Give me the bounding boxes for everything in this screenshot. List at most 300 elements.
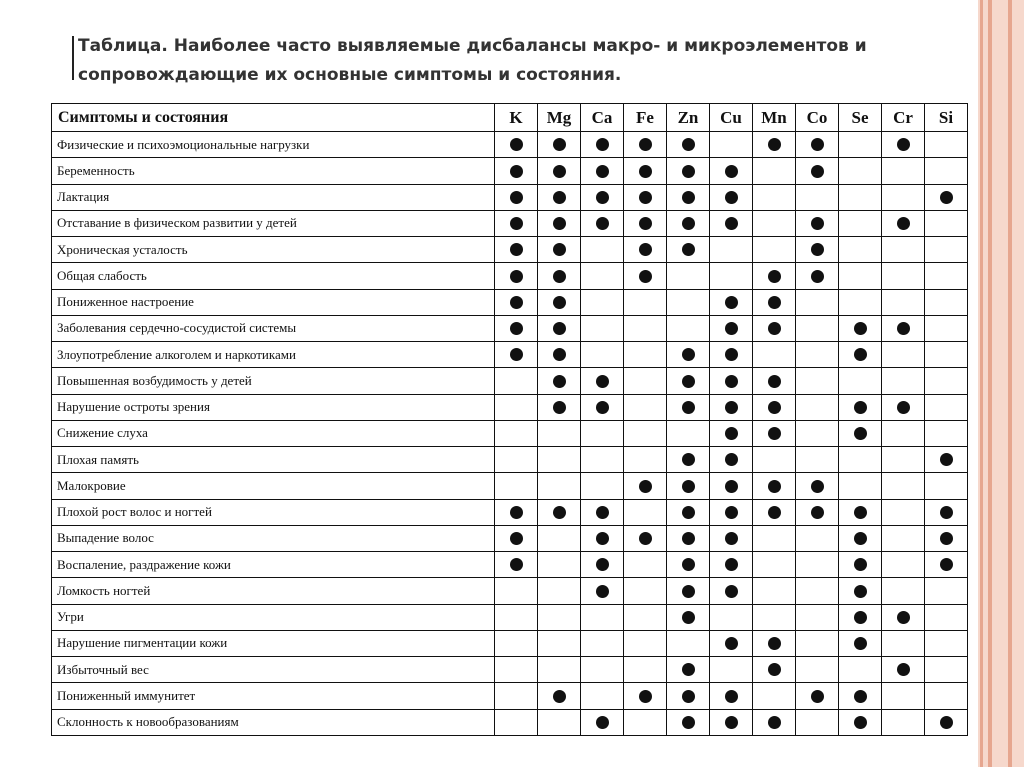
presence-dot-icon	[682, 165, 695, 178]
table-cell	[667, 210, 710, 236]
presence-dot-icon	[725, 532, 738, 545]
table-cell	[710, 394, 753, 420]
presence-dot-icon	[940, 506, 953, 519]
header-element: K	[495, 104, 538, 132]
table-row	[52, 683, 968, 709]
table-cell	[581, 709, 624, 736]
table-cell	[796, 263, 839, 289]
table-cell	[882, 315, 925, 341]
table-cell	[495, 184, 538, 210]
table-cell	[882, 525, 925, 551]
table-cell	[581, 289, 624, 315]
table-cell	[710, 499, 753, 525]
table-cell	[667, 368, 710, 394]
row-label: Склонность к новообразованиям	[52, 709, 495, 736]
table-cell	[796, 604, 839, 630]
presence-dot-icon	[854, 637, 867, 650]
table-cell	[753, 630, 796, 656]
row-label: Общая слабость	[52, 263, 495, 289]
table-cell	[710, 683, 753, 709]
presence-dot-icon	[811, 138, 824, 151]
table-cell	[624, 657, 667, 683]
table-cell	[925, 184, 968, 210]
table-cell	[581, 578, 624, 604]
presence-dot-icon	[553, 506, 566, 519]
header-element: Zn	[667, 104, 710, 132]
presence-dot-icon	[725, 348, 738, 361]
table-cell	[495, 368, 538, 394]
presence-dot-icon	[768, 270, 781, 283]
row-label: Снижение слуха	[52, 420, 495, 446]
table-cell	[538, 630, 581, 656]
table-cell	[624, 683, 667, 709]
presence-dot-icon	[725, 322, 738, 335]
presence-dot-icon	[897, 322, 910, 335]
presence-dot-icon	[940, 558, 953, 571]
table-cell	[581, 315, 624, 341]
table-cell	[796, 237, 839, 263]
table-cell	[710, 473, 753, 499]
table-cell	[495, 315, 538, 341]
table-cell	[839, 578, 882, 604]
table-cell	[796, 289, 839, 315]
table-cell	[882, 657, 925, 683]
presence-dot-icon	[510, 506, 523, 519]
table-cell	[753, 184, 796, 210]
row-label: Повышенная возбудимость у детей	[52, 368, 495, 394]
table-cell	[581, 210, 624, 236]
presence-dot-icon	[768, 480, 781, 493]
presence-dot-icon	[768, 296, 781, 309]
table-row	[52, 709, 968, 736]
table-cell	[710, 158, 753, 184]
presence-dot-icon	[768, 401, 781, 414]
table-cell	[624, 210, 667, 236]
table-cell	[753, 158, 796, 184]
presence-dot-icon	[596, 191, 609, 204]
table-cell	[839, 709, 882, 736]
presence-dot-icon	[639, 480, 652, 493]
table-cell	[538, 578, 581, 604]
table-row	[52, 210, 968, 236]
presence-dot-icon	[725, 690, 738, 703]
table-cell	[624, 158, 667, 184]
table-cell	[925, 657, 968, 683]
table-cell	[882, 368, 925, 394]
table-cell	[925, 342, 968, 368]
presence-dot-icon	[682, 611, 695, 624]
table-cell	[667, 709, 710, 736]
table-row	[52, 630, 968, 656]
table-cell	[581, 683, 624, 709]
table-cell	[667, 158, 710, 184]
row-label: Беременность	[52, 158, 495, 184]
table-cell	[624, 447, 667, 473]
row-label: Пониженный иммунитет	[52, 683, 495, 709]
presence-dot-icon	[768, 506, 781, 519]
table-cell	[710, 237, 753, 263]
presence-dot-icon	[725, 558, 738, 571]
table-cell	[753, 420, 796, 446]
row-label: Выпадение волос	[52, 525, 495, 551]
presence-dot-icon	[940, 532, 953, 545]
table-cell	[667, 237, 710, 263]
table-row	[52, 132, 968, 158]
table-cell	[581, 237, 624, 263]
table-cell	[925, 447, 968, 473]
row-label: Плохой рост волос и ногтей	[52, 499, 495, 525]
table-cell	[796, 683, 839, 709]
presence-dot-icon	[596, 506, 609, 519]
table-cell	[882, 447, 925, 473]
table-cell	[667, 604, 710, 630]
presence-dot-icon	[940, 716, 953, 729]
table-row	[52, 420, 968, 446]
presence-dot-icon	[596, 716, 609, 729]
table-cell	[667, 657, 710, 683]
table-cell	[925, 578, 968, 604]
row-label: Пониженное настроение	[52, 289, 495, 315]
presence-dot-icon	[510, 270, 523, 283]
presence-dot-icon	[940, 191, 953, 204]
table-cell	[581, 473, 624, 499]
table-cell	[925, 683, 968, 709]
presence-dot-icon	[854, 427, 867, 440]
table-cell	[495, 342, 538, 368]
table-row	[52, 368, 968, 394]
table-cell	[710, 630, 753, 656]
table-cell	[753, 263, 796, 289]
table-cell	[882, 420, 925, 446]
table-cell	[796, 447, 839, 473]
table-cell	[581, 630, 624, 656]
table-cell	[882, 683, 925, 709]
table-cell	[710, 210, 753, 236]
table-cell	[796, 184, 839, 210]
table-cell	[538, 499, 581, 525]
presence-dot-icon	[768, 138, 781, 151]
table-cell	[839, 630, 882, 656]
header-symptoms: Симптомы и состояния	[52, 104, 495, 132]
table-cell	[925, 630, 968, 656]
table-cell	[581, 263, 624, 289]
table-cell	[538, 368, 581, 394]
table-cell	[753, 132, 796, 158]
table-cell	[753, 657, 796, 683]
table-cell	[882, 132, 925, 158]
table-cell	[925, 499, 968, 525]
table-cell	[538, 473, 581, 499]
presence-dot-icon	[897, 217, 910, 230]
presence-dot-icon	[639, 217, 652, 230]
table-cell	[925, 237, 968, 263]
table-cell	[839, 237, 882, 263]
presence-dot-icon	[768, 663, 781, 676]
presence-dot-icon	[768, 637, 781, 650]
table-cell	[538, 342, 581, 368]
row-label: Избыточный вес	[52, 657, 495, 683]
header-element: Mg	[538, 104, 581, 132]
presence-dot-icon	[725, 165, 738, 178]
presence-dot-icon	[639, 532, 652, 545]
row-label: Лактация	[52, 184, 495, 210]
presence-dot-icon	[553, 296, 566, 309]
table-cell	[710, 709, 753, 736]
presence-dot-icon	[596, 532, 609, 545]
table-cell	[495, 263, 538, 289]
table-cell	[538, 420, 581, 446]
row-label: Плохая память	[52, 447, 495, 473]
presence-dot-icon	[768, 375, 781, 388]
table-cell	[753, 447, 796, 473]
presence-dot-icon	[725, 506, 738, 519]
presence-dot-icon	[510, 217, 523, 230]
presence-dot-icon	[682, 348, 695, 361]
table-cell	[753, 552, 796, 578]
table-cell	[581, 447, 624, 473]
header-element: Se	[839, 104, 882, 132]
presence-dot-icon	[768, 427, 781, 440]
table-cell	[925, 604, 968, 630]
table-cell	[581, 184, 624, 210]
table-cell	[925, 552, 968, 578]
presence-dot-icon	[596, 375, 609, 388]
presence-dot-icon	[510, 532, 523, 545]
table-cell	[667, 499, 710, 525]
table-cell	[538, 210, 581, 236]
table-cell	[624, 709, 667, 736]
table-cell	[925, 368, 968, 394]
table-cell	[495, 683, 538, 709]
table-cell	[495, 237, 538, 263]
table-cell	[495, 578, 538, 604]
table-cell	[753, 210, 796, 236]
table-cell	[538, 552, 581, 578]
table-row	[52, 447, 968, 473]
presence-dot-icon	[682, 453, 695, 466]
table-cell	[753, 578, 796, 604]
table-cell	[796, 210, 839, 236]
table-cell	[538, 447, 581, 473]
row-label: Малокровие	[52, 473, 495, 499]
table-cell	[882, 394, 925, 420]
presence-dot-icon	[553, 375, 566, 388]
table-cell	[796, 132, 839, 158]
table-row	[52, 657, 968, 683]
table-cell	[710, 578, 753, 604]
row-label: Воспаление, раздражение кожи	[52, 552, 495, 578]
table-cell	[925, 263, 968, 289]
table-cell	[839, 683, 882, 709]
table-cell	[753, 315, 796, 341]
table-cell	[710, 525, 753, 551]
presence-dot-icon	[682, 243, 695, 256]
presence-dot-icon	[682, 532, 695, 545]
table-row	[52, 342, 968, 368]
table-cell	[882, 263, 925, 289]
table-cell	[796, 342, 839, 368]
presence-dot-icon	[854, 558, 867, 571]
table-cell	[495, 158, 538, 184]
table-row	[52, 158, 968, 184]
row-label: Заболевания сердечно-сосудистой системы	[52, 315, 495, 341]
table-cell	[925, 315, 968, 341]
table-cell	[624, 368, 667, 394]
presence-dot-icon	[553, 138, 566, 151]
table-cell	[538, 263, 581, 289]
table-cell	[624, 289, 667, 315]
presence-dot-icon	[854, 322, 867, 335]
presence-dot-icon	[553, 191, 566, 204]
presence-dot-icon	[553, 690, 566, 703]
slide-title	[78, 32, 958, 90]
table-cell	[538, 237, 581, 263]
header-element: Cu	[710, 104, 753, 132]
presence-dot-icon	[682, 375, 695, 388]
table-cell	[710, 447, 753, 473]
table-cell	[495, 552, 538, 578]
presence-dot-icon	[553, 243, 566, 256]
table-cell	[667, 420, 710, 446]
table-cell	[538, 657, 581, 683]
table-cell	[495, 604, 538, 630]
presence-dot-icon	[682, 138, 695, 151]
table-cell	[882, 630, 925, 656]
presence-dot-icon	[553, 322, 566, 335]
table-cell	[624, 342, 667, 368]
table-cell	[839, 394, 882, 420]
table-cell	[495, 210, 538, 236]
table-cell	[839, 552, 882, 578]
table-cell	[796, 315, 839, 341]
table-cell	[667, 552, 710, 578]
table-cell	[667, 394, 710, 420]
table-cell	[710, 552, 753, 578]
presence-dot-icon	[596, 165, 609, 178]
table-cell	[796, 368, 839, 394]
table-cell	[624, 525, 667, 551]
table-cell	[839, 473, 882, 499]
presence-dot-icon	[596, 558, 609, 571]
table-cell	[581, 499, 624, 525]
presence-dot-icon	[639, 270, 652, 283]
table-cell	[581, 342, 624, 368]
table-cell	[796, 578, 839, 604]
table-cell	[882, 499, 925, 525]
row-label: Физические и психоэмоциональные нагрузки	[52, 132, 495, 158]
table-cell	[667, 683, 710, 709]
table-cell	[839, 525, 882, 551]
presence-dot-icon	[725, 296, 738, 309]
presence-dot-icon	[811, 217, 824, 230]
presence-dot-icon	[725, 191, 738, 204]
presence-dot-icon	[553, 270, 566, 283]
table-cell	[667, 132, 710, 158]
table-cell	[753, 237, 796, 263]
presence-dot-icon	[639, 138, 652, 151]
presence-dot-icon	[725, 585, 738, 598]
table-cell	[796, 657, 839, 683]
presence-dot-icon	[553, 165, 566, 178]
presence-dot-icon	[682, 558, 695, 571]
table-cell	[882, 578, 925, 604]
table-cell	[624, 578, 667, 604]
table-cell	[581, 158, 624, 184]
presence-dot-icon	[854, 716, 867, 729]
presence-dot-icon	[682, 480, 695, 493]
table-cell	[882, 210, 925, 236]
table-cell	[839, 263, 882, 289]
presence-dot-icon	[811, 243, 824, 256]
header-element: Co	[796, 104, 839, 132]
presence-dot-icon	[854, 532, 867, 545]
table-cell	[925, 210, 968, 236]
table-cell	[925, 394, 968, 420]
table-cell	[925, 473, 968, 499]
row-label: Угри	[52, 604, 495, 630]
table-cell	[925, 132, 968, 158]
table-cell	[495, 630, 538, 656]
row-label: Нарушение остроты зрения	[52, 394, 495, 420]
presence-dot-icon	[682, 663, 695, 676]
table-cell	[710, 315, 753, 341]
table-cell	[710, 184, 753, 210]
header-element: Mn	[753, 104, 796, 132]
table-cell	[882, 289, 925, 315]
table-cell	[753, 709, 796, 736]
table-cell	[581, 132, 624, 158]
table-cell	[839, 158, 882, 184]
presence-dot-icon	[596, 401, 609, 414]
presence-dot-icon	[725, 453, 738, 466]
table-cell	[796, 630, 839, 656]
table-cell	[796, 499, 839, 525]
table-cell	[624, 132, 667, 158]
presence-dot-icon	[897, 138, 910, 151]
table-cell	[581, 525, 624, 551]
table-cell	[624, 184, 667, 210]
presence-dot-icon	[854, 348, 867, 361]
table-cell	[495, 525, 538, 551]
table-cell	[624, 604, 667, 630]
header-element: Fe	[624, 104, 667, 132]
presence-dot-icon	[682, 585, 695, 598]
table-cell	[710, 342, 753, 368]
table-cell	[753, 394, 796, 420]
table-cell	[882, 473, 925, 499]
table-cell	[495, 132, 538, 158]
table-cell	[624, 263, 667, 289]
table-cell	[839, 604, 882, 630]
presence-dot-icon	[682, 506, 695, 519]
table-cell	[882, 552, 925, 578]
table-row	[52, 473, 968, 499]
presence-dot-icon	[639, 165, 652, 178]
presence-dot-icon	[510, 191, 523, 204]
presence-dot-icon	[725, 637, 738, 650]
table-cell	[624, 499, 667, 525]
presence-dot-icon	[725, 375, 738, 388]
presence-dot-icon	[682, 716, 695, 729]
presence-dot-icon	[940, 453, 953, 466]
table-cell	[796, 158, 839, 184]
header-element: Ca	[581, 104, 624, 132]
table-cell	[581, 368, 624, 394]
presence-dot-icon	[510, 138, 523, 151]
table-cell	[538, 683, 581, 709]
presence-dot-icon	[510, 296, 523, 309]
presence-dot-icon	[725, 217, 738, 230]
